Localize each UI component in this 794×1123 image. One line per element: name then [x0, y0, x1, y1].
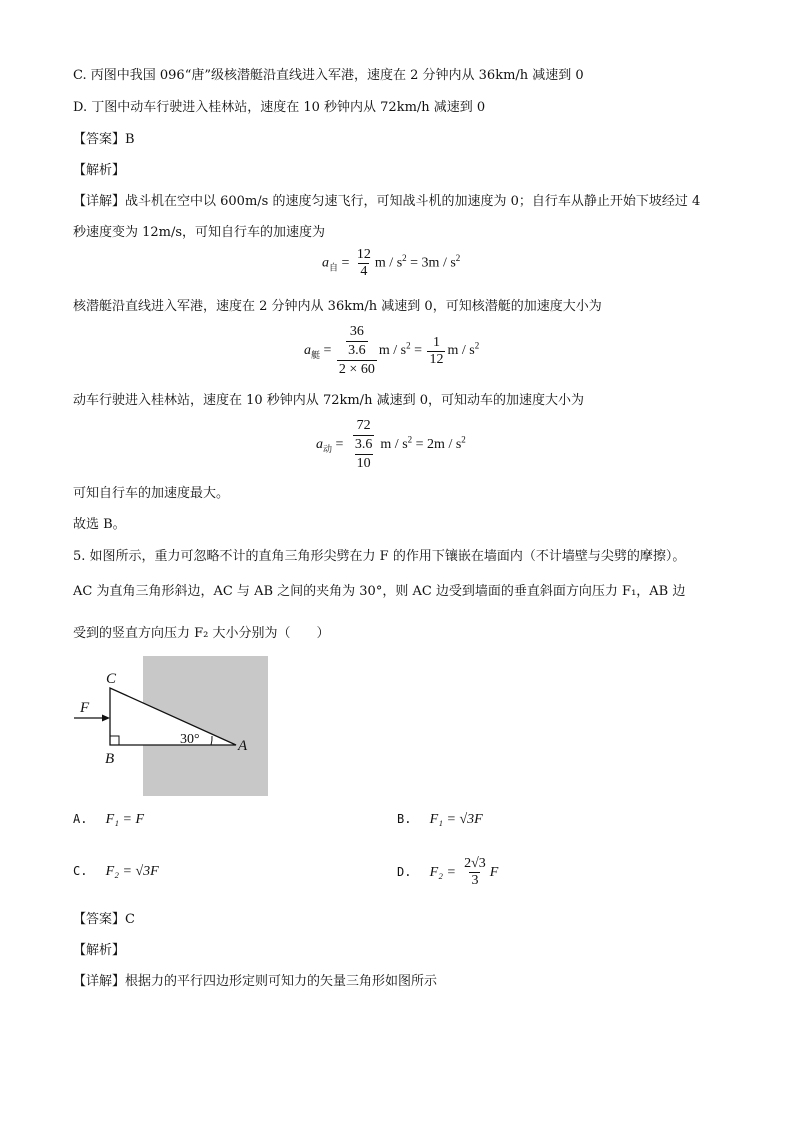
eq1-num: 12	[356, 247, 371, 262]
q5-option-d[interactable]	[397, 856, 498, 889]
option-c-math: F₂ = √3F	[105, 864, 159, 879]
eq3-sub: 动	[323, 444, 333, 455]
eq2-res-den: 12	[429, 351, 444, 367]
label-F: F	[80, 700, 90, 716]
option-a-label: A.	[73, 812, 88, 826]
q4-conclusion: 可知自行车的加速度最大。	[73, 486, 230, 501]
eq2-top-num: 36	[349, 324, 364, 339]
eq2-unit: m / s	[378, 343, 407, 359]
label-B: B	[105, 751, 115, 767]
eq1-den: 4	[360, 264, 368, 279]
option-b-math: F₁ = √3F	[429, 812, 483, 827]
q5-detail: 【详解】根据力的平行四边形定则可知力的矢量三角形如图所示	[73, 974, 438, 989]
q5-option-b[interactable]	[397, 812, 483, 828]
option-c-label: C.	[73, 864, 88, 878]
equation-bike-acceleration: $a_自$ = $\frac{12}{4}$ $m / s^2 = 3m / s^2$	[322, 247, 461, 279]
eq2-sub: 艇	[311, 350, 321, 361]
angle-label: 30°	[180, 732, 200, 747]
option-b-label: B.	[397, 812, 412, 826]
q5-analysis-label: 【解析】	[73, 943, 126, 958]
eq3-var: a	[316, 437, 323, 453]
force-arrowhead	[102, 715, 110, 722]
q4-choice: 故选 B。	[73, 517, 126, 532]
option-a-math: F₁ = F	[105, 812, 145, 827]
eq3-bottom: 10	[356, 456, 371, 471]
eq1-unit: m / s	[374, 255, 403, 271]
option-d-text: D. 丁图中动车行驶进入桂林站，速度在 10 秒钟内从 72km/h 减速到 0	[73, 100, 486, 115]
eq2-res-unit: m / s	[447, 343, 475, 359]
eq3-result: = 2m / s	[415, 437, 462, 453]
eq3-unit: m / s	[380, 437, 408, 453]
option-d-den: 3	[471, 873, 479, 888]
option-d-num: 2√3	[464, 856, 486, 871]
q4-detail-line2: 秒速度变为 12m/s，可知自行车的加速度为	[73, 225, 326, 240]
label-C: C	[106, 671, 117, 687]
q5-answer: 【答案】C	[73, 912, 135, 927]
q4-train-line: 动车行驶进入桂林站，速度在 10 秒钟内从 72km/h 减速到 0，可知动车的加速度大小为	[73, 393, 584, 408]
eq1-var: a	[322, 255, 329, 271]
q5-option-a[interactable]	[73, 812, 144, 828]
q4-submarine-line: 核潜艇沿直线进入军港，速度在 2 分钟内从 36km/h 减速到 0，可知核潜艇的加速度大小为	[73, 299, 602, 314]
eq2-var: a	[304, 343, 311, 359]
equation-train-acceleration: $a_动$ = $\frac{\frac{72}{3.6}}{10}$ $m / s^2 = 2m / s^2$	[316, 418, 466, 471]
eq2-bottom: 2 × 60	[338, 362, 375, 377]
equation-submarine-acceleration: $a_艇$ = $\frac{\frac{36}{3.6}}{2 \times 60}$ m / $s^2$ = $\frac{1}{12}$ m / $s^2$	[304, 324, 480, 377]
q5-stem-line2: AC 为直角三角形斜边，AC 与 AB 之间的夹角为 30°，则 AC 边受到墙面的垂直斜面方向压力 F₁，AB 边	[73, 584, 686, 599]
q4-detail-line1: 【详解】战斗机在空中以 600m/s 的速度匀速飞行，可知战斗机的加速度为 0；自行车从静止开始下坡经过 4	[73, 194, 701, 209]
eq2-res-num: 1	[432, 334, 440, 350]
q4-answer: 【答案】B	[73, 132, 135, 147]
q4-analysis-label: 【解析】	[73, 163, 126, 178]
q5-stem-line3: 受到的竖直方向压力 F₂ 大小分别为（ ）	[73, 626, 330, 641]
eq1-sub: 自	[329, 262, 339, 273]
wedge-figure	[70, 656, 270, 798]
label-A: A	[238, 738, 248, 754]
option-d-rhs: F	[489, 865, 499, 880]
eq1-result: = 3m / s	[410, 255, 456, 271]
option-d-lhs: F₂ =	[429, 865, 456, 880]
option-c-text: C. 丙图中我国 096“唐”级核潜艇沿直线进入军港，速度在 2 分钟内从 36km/h 减速到 0	[73, 68, 584, 83]
q5-stem-line1: 5. 如图所示，重力可忽略不计的直角三角形尖劈在力 F 的作用下镶嵌在墙面内（不计墙壁与尖劈的摩擦）。	[73, 549, 686, 564]
eq3-top-num: 72	[356, 418, 371, 433]
eq3-top-den: 3.6	[354, 437, 373, 452]
option-d-label: D.	[397, 865, 412, 879]
q5-option-c[interactable]	[73, 864, 159, 880]
eq2-top-den: 3.6	[348, 343, 366, 358]
